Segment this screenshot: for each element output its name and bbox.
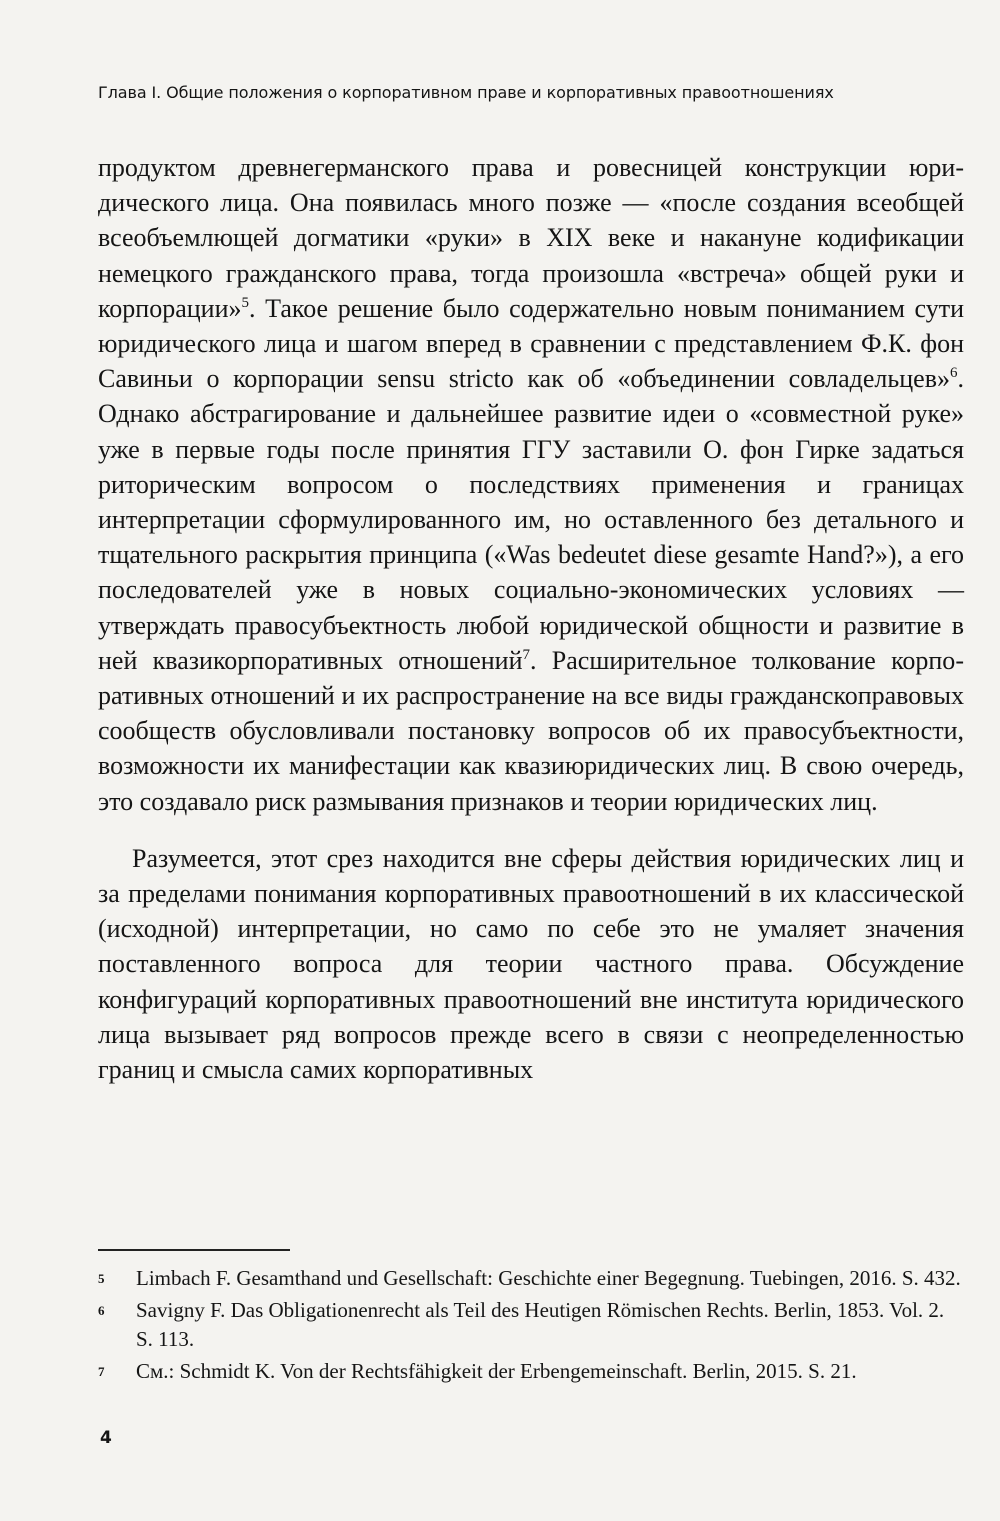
footnote-text: Limbach F. Gesamthand und Gesellschaft: Geschichte einer Begegnung. Tuebingen, 2016. S. 432. (136, 1266, 961, 1290)
footnote-text: См.: Schmidt K. Von der Rechtsfähigkeit der Erbengemeinschaft. Berlin, 2015. S. 21. (136, 1359, 857, 1383)
paragraph-1-segment: . Такое решение было содержательно новым пониманием сути юридического лица и шагом вперед в сравнении с представлением Ф.К. фон Савиньи о корпорации sensu stricto как об «объединении совладельцев» (98, 293, 964, 394)
paragraph-2: Разумеется, этот срез находится вне сферы действия юридических лиц и за пределами понимания корпоративных правоотношений в их классической (исходной) интерпретации, но само по себе это не умаляет значения поставленного вопроса для теории частного права. Обсуждение конфигураций корпоративных правоотношений вне института юридического лица вызывает ряд вопросов прежде всего в связи с неопределенностью границ и смысла самих корпоративных (98, 843, 964, 1085)
paragraph-1 (98, 150, 964, 819)
footnote-number: 7 (98, 1364, 105, 1379)
footnote-6 (98, 1296, 964, 1354)
main-text (98, 150, 964, 1087)
footnote-5 (98, 1264, 964, 1293)
page-number: 4 (100, 1428, 112, 1448)
paragraph-1-segment: . Расширительное толкование корпоративных отношений и их распространение на все виды гражданскоправовых сообществ обусловливали постановку вопросов об их правосубъектности, возможности их манифестации как квазиюридических лиц. В свою очередь, это создавало риск размывания признаков и теории юридических лиц. (98, 645, 964, 816)
footnote-ref-6[interactable]: 6 (950, 365, 958, 382)
footnote-7 (98, 1357, 964, 1386)
footnote-number: 6 (98, 1303, 105, 1318)
paragraph-1-segment: . Однако абстрагирование и дальнейшее развитие идеи о «совместной руке» уже в первые годы после принятия ГГУ заставили О. фон Гирке задаться риторическим вопросом о последствиях применения и границах интерпретации сформулированного им, но оставленного без детального и тщательного раскрытия принципа («Was bedeutet diese gesamte Hand?»), а его последователей уже в новых социально-экономических условиях — утверждать правосубъектность любой юридической общности и развитие в ней квазикорпоративных отношений (98, 364, 964, 675)
paragraph-1-segment: продуктом древнегерманского права и ровесницей конструкции юридического лица. Она появилась много позже — «после создания всеобщей всеобъемлющей догматики «руки» в XIX веке и накануне кодификации немецкого гражданского права, тогда произошла «встреча» общей руки и корпорации» (98, 153, 964, 323)
footnote-number: 5 (98, 1271, 105, 1286)
footnotes (98, 1264, 964, 1389)
footnote-text: Savigny F. Das Obligationenrecht als Teil des Heutigen Römischen Rechts. Berlin, 1853. Vol. 2. S. 113. (136, 1298, 945, 1351)
footnote-divider (98, 1249, 290, 1251)
footnote-ref-5[interactable]: 5 (241, 294, 250, 311)
running-head: Глава I. Общие положения о корпоративном праве и корпоративных правоотношениях (98, 83, 834, 102)
footnote-ref-7[interactable]: 7 (522, 646, 531, 663)
